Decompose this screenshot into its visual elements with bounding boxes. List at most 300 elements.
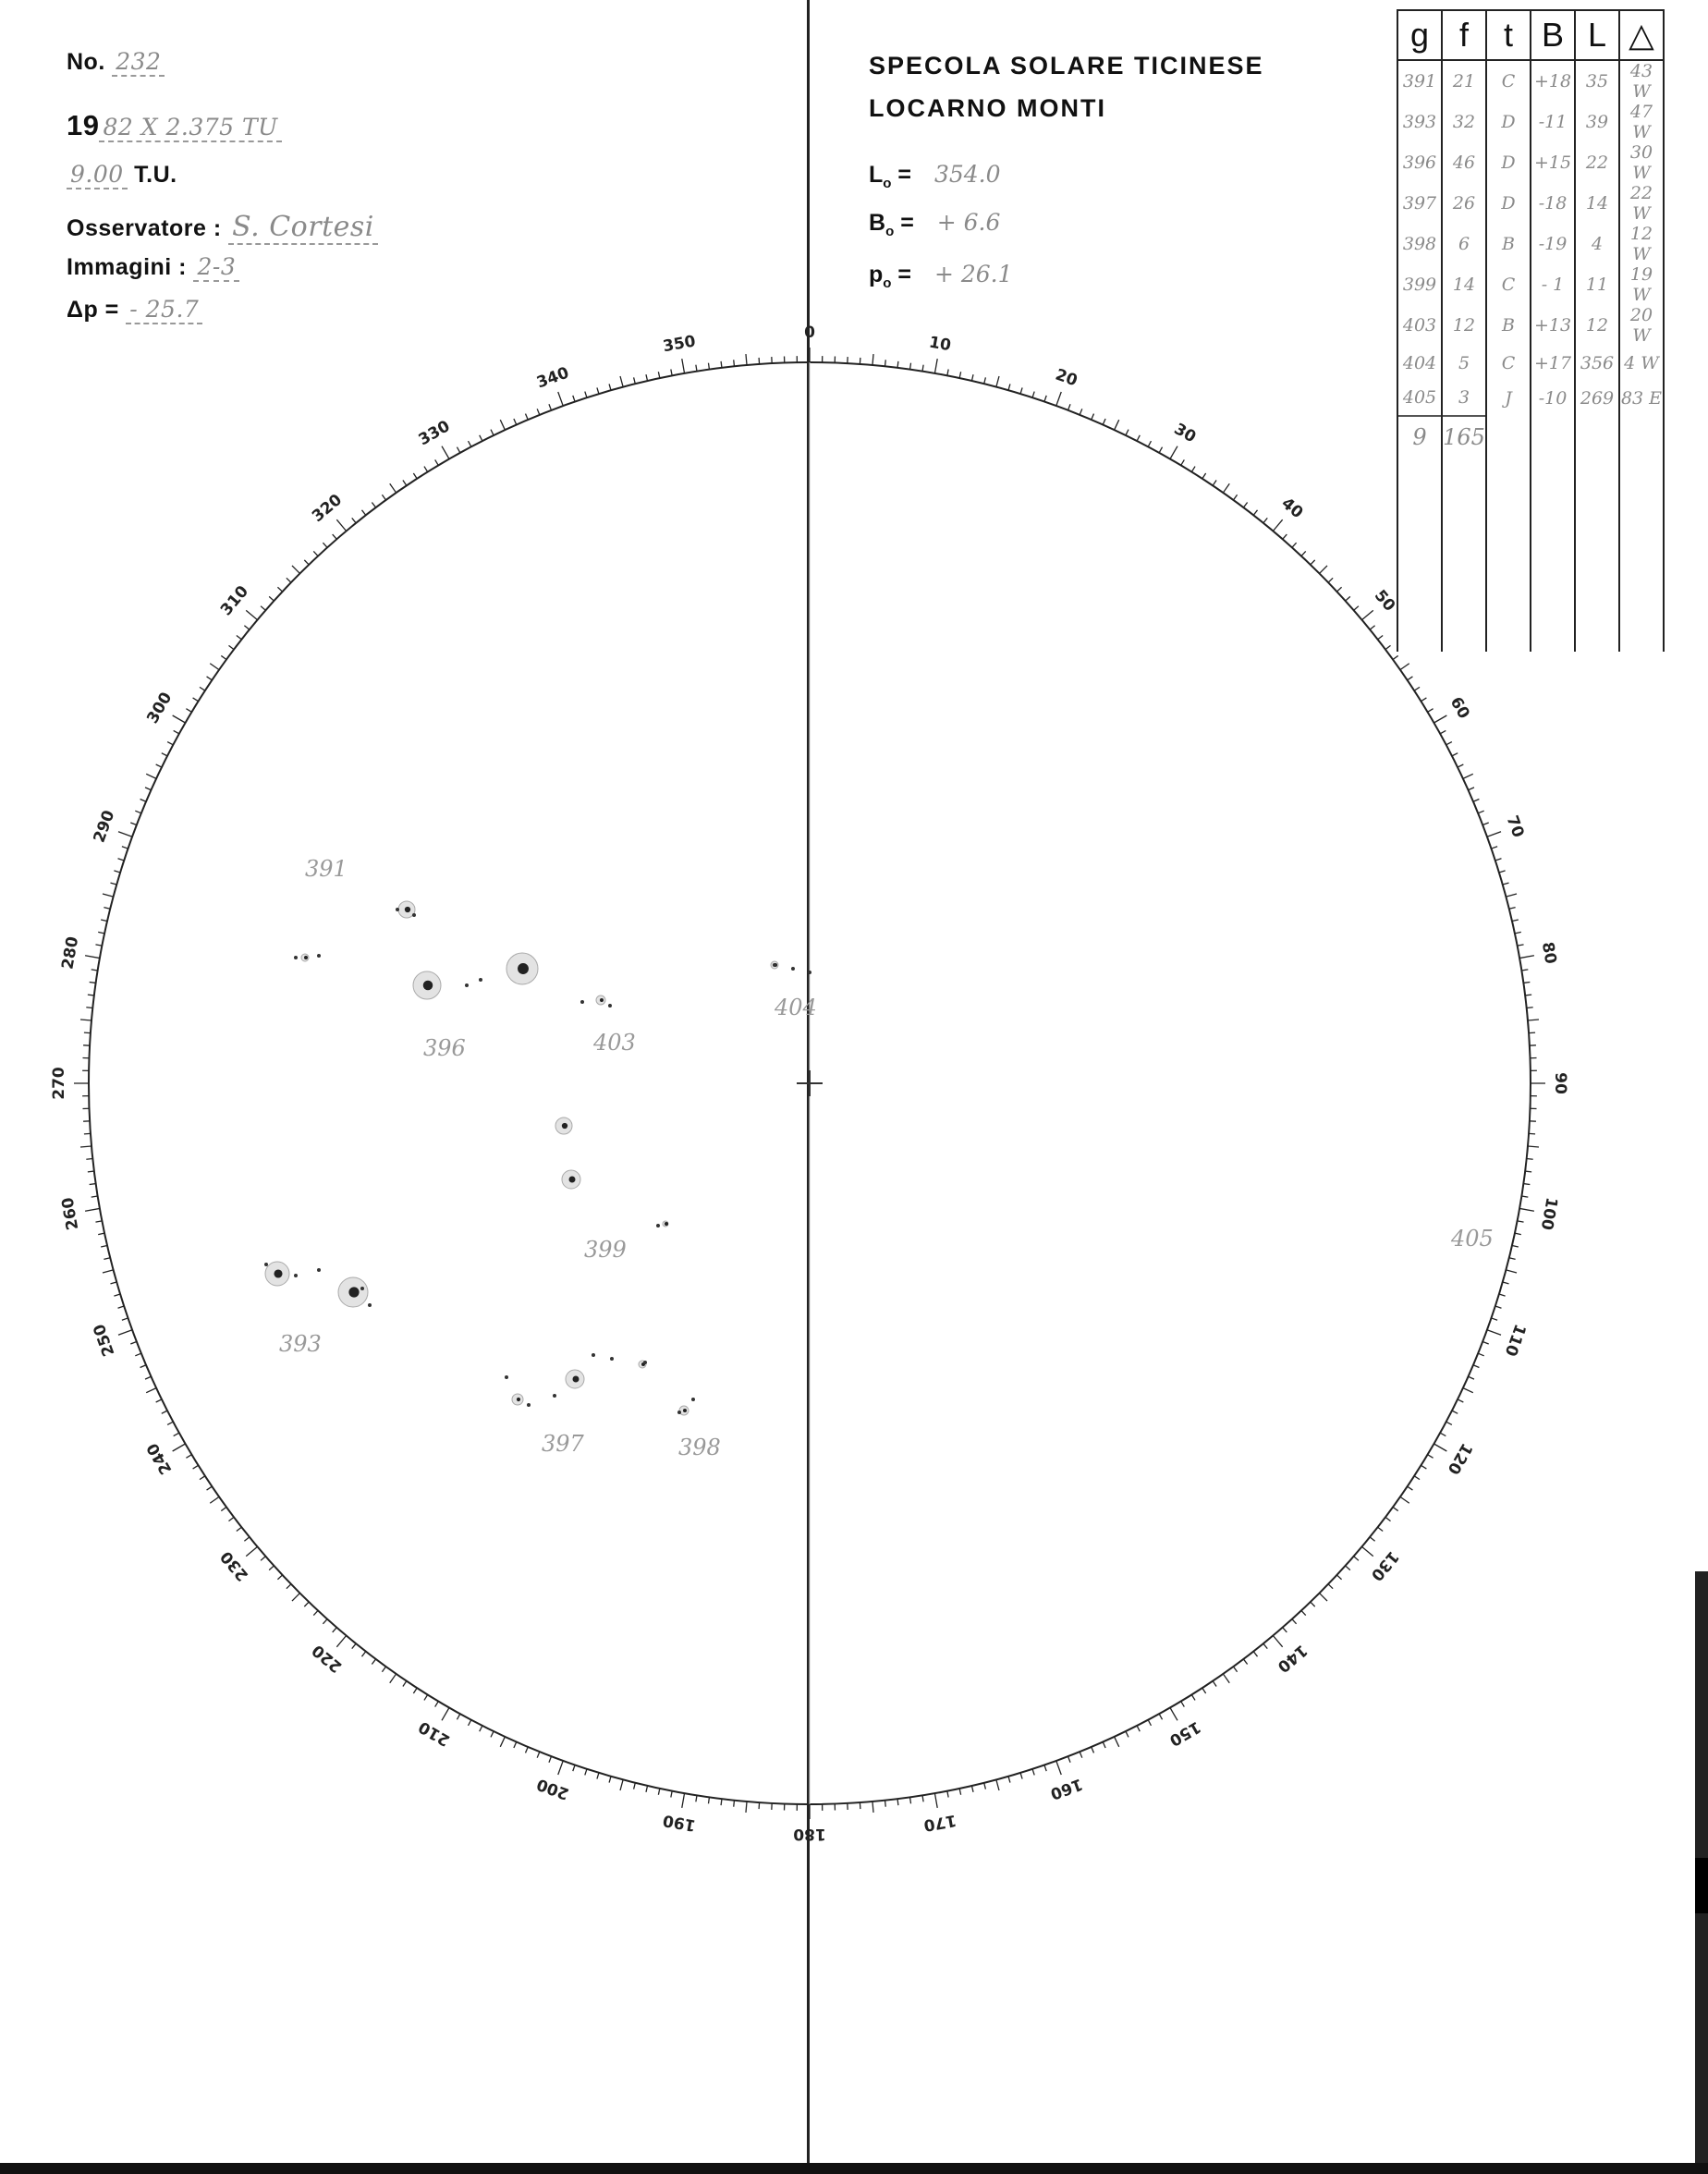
tick-label: 260 (58, 1195, 83, 1232)
limb-tick (1103, 1742, 1105, 1748)
limb-tick (1503, 1282, 1509, 1284)
limb-tick (1103, 419, 1105, 424)
limb-tick (167, 742, 173, 745)
table-cell: 20 W (1619, 305, 1664, 346)
limb-tick (491, 430, 494, 435)
limb-tick (118, 832, 132, 837)
group-label-405: 405 (1451, 1226, 1494, 1252)
B0-value: + 6.6 (936, 209, 1001, 236)
sunspot-dot (479, 978, 482, 982)
limb-tick (336, 1636, 346, 1647)
limb-tick (558, 392, 563, 406)
sunspot-dot (264, 1263, 268, 1266)
p0-value: + 26.1 (933, 261, 1013, 287)
institution-location: LOCARNO MONTI (869, 94, 1106, 122)
limb-tick (734, 1801, 735, 1807)
limb-tick (186, 1455, 191, 1459)
limb-tick (1458, 1399, 1463, 1402)
limb-tick (1181, 459, 1185, 465)
limb-tick (910, 1797, 911, 1803)
limb-tick (382, 495, 385, 500)
limb-tick (671, 369, 672, 375)
sunspot-dot (592, 1353, 595, 1357)
limb-tick (573, 396, 575, 402)
limb-tick (1263, 518, 1267, 522)
limb-tick (1068, 404, 1071, 410)
p0-subscript: o (883, 275, 892, 291)
observer-value: S. Cortesi (228, 211, 378, 245)
limb-tick (609, 384, 611, 390)
limb-tick (135, 1353, 140, 1356)
limb-tick (336, 519, 346, 531)
sunspot-dot (677, 1411, 681, 1414)
limb-tick (442, 446, 449, 459)
limb-tick (457, 447, 459, 453)
limb-tick (1469, 1376, 1474, 1379)
table-cell: 6 (1442, 224, 1486, 264)
limb-tick (1253, 510, 1257, 516)
group-label-397: 397 (542, 1431, 584, 1457)
limb-tick (549, 1756, 552, 1763)
limb-tick (634, 377, 636, 384)
sunspot-dot (808, 971, 811, 974)
limb-tick (98, 1233, 104, 1234)
limb-tick (1191, 1694, 1195, 1700)
limb-tick (352, 1643, 356, 1648)
limb-tick (1020, 1773, 1022, 1779)
limb-tick (1519, 956, 1534, 959)
table-cell: -18 (1531, 183, 1575, 224)
tick-label: 50 (1370, 586, 1399, 616)
limb-tick (80, 1146, 92, 1147)
limb-tick (620, 376, 623, 387)
limb-tick (1328, 1584, 1333, 1589)
table-cell: 32 (1442, 102, 1486, 142)
limb-tick (1159, 447, 1162, 453)
limb-tick (947, 1791, 948, 1798)
table-cell: 12 W (1619, 224, 1664, 264)
limb-tick (261, 1557, 265, 1561)
limb-tick (746, 1801, 747, 1813)
limb-tick (1393, 1507, 1398, 1510)
limb-tick (1434, 1444, 1446, 1451)
group-label-399: 399 (584, 1237, 627, 1263)
limb-tick (130, 1342, 137, 1345)
sunspot-umbra (562, 1123, 567, 1129)
institution-name: SPECOLA SOLARE TICINESE (869, 52, 1264, 79)
tick-label: 180 (793, 1825, 826, 1843)
limb-tick (424, 1694, 428, 1700)
limb-tick (435, 459, 439, 465)
sunspot-dot (773, 963, 776, 967)
table-cell: C (1486, 264, 1531, 305)
limb-tick (480, 1726, 482, 1731)
limb-tick (1440, 1433, 1446, 1435)
limb-tick (261, 606, 265, 611)
table-cell: +13 (1531, 305, 1575, 346)
col-B: B (1531, 10, 1575, 60)
limb-tick (885, 1801, 886, 1807)
limb-tick (708, 1797, 709, 1803)
tick-label: 320 (309, 490, 347, 527)
group-label-391: 391 (305, 856, 348, 882)
limb-tick (173, 715, 186, 723)
limb-tick (609, 1777, 611, 1783)
sunspot-dot (465, 983, 469, 987)
limb-tick (1202, 473, 1206, 479)
limb-tick (1148, 1720, 1151, 1726)
limb-tick (269, 1566, 274, 1570)
limb-tick (959, 1789, 960, 1795)
limb-tick (313, 1610, 318, 1615)
sunspot-dot (360, 1287, 364, 1290)
tick-label: 30 (1170, 420, 1200, 447)
limb-tick (1509, 908, 1516, 910)
delta-p-label: Δp = (67, 297, 119, 323)
table-cell: 403 (1397, 305, 1442, 346)
limb-tick (1126, 1731, 1128, 1737)
limb-tick (1408, 1486, 1413, 1490)
limb-tick (193, 698, 199, 702)
table-cell: 46 (1442, 142, 1486, 183)
limb-tick (118, 1330, 132, 1335)
limb-tick (1301, 551, 1306, 556)
limb-tick (173, 1444, 186, 1451)
tick-label: 200 (534, 1774, 572, 1803)
limb-tick (1487, 1330, 1501, 1335)
limb-tick (1233, 1667, 1237, 1672)
table-cell: C (1486, 60, 1531, 102)
limb-tick (86, 1159, 92, 1160)
limb-tick (246, 1546, 257, 1556)
limb-tick (1469, 788, 1474, 790)
limb-tick (1320, 1594, 1327, 1601)
limb-tick (167, 1422, 173, 1424)
table-cell: +15 (1531, 142, 1575, 183)
limb-tick (1263, 1643, 1267, 1648)
tick-label: 280 (58, 934, 83, 971)
limb-tick (1056, 1761, 1061, 1775)
limb-tick (1492, 847, 1498, 849)
limb-tick (1115, 1737, 1119, 1747)
limb-tick (934, 359, 937, 373)
limb-tick (1487, 832, 1501, 837)
limb-tick (1159, 1714, 1162, 1719)
limb-tick (244, 1537, 249, 1541)
limb-tick (922, 1795, 923, 1801)
limb-tick (897, 361, 898, 368)
limb-tick (95, 945, 102, 946)
limb-tick (1393, 655, 1398, 659)
limb-tick (146, 774, 156, 778)
scan-edge-mark (1695, 1858, 1708, 1913)
limb-tick (424, 467, 428, 472)
limb-tick (361, 510, 365, 516)
limb-tick (110, 883, 116, 885)
sunspot-dot (791, 967, 795, 971)
sunspot-dot (643, 1361, 647, 1364)
tick-label: 210 (415, 1716, 454, 1750)
limb-tick (114, 1294, 120, 1296)
limb-tick (1044, 1765, 1046, 1772)
limb-tick (313, 551, 318, 556)
limb-tick (95, 1221, 102, 1222)
tick-label: 170 (921, 1810, 958, 1835)
limb-tick (1518, 1221, 1524, 1222)
table-cell: 5 (1442, 346, 1486, 381)
limb-tick (910, 363, 911, 370)
limb-tick (537, 409, 540, 414)
limb-tick (1463, 1388, 1473, 1393)
sunspot-umbra (569, 1177, 576, 1183)
limb-tick (110, 1282, 116, 1284)
limb-tick (558, 1761, 563, 1775)
limb-tick (1170, 1707, 1177, 1720)
sunspot-dot (396, 908, 399, 911)
B0-equals: = (900, 210, 914, 236)
limb-tick (514, 419, 517, 424)
limb-tick (210, 664, 219, 670)
limb-tick (1528, 1146, 1539, 1147)
sunspot-umbra (274, 1269, 282, 1277)
B0-subscript: o (885, 224, 895, 239)
limb-tick (221, 655, 226, 659)
limb-tick (372, 502, 375, 507)
table-cell: 47 W (1619, 102, 1664, 142)
limb-tick (1378, 635, 1384, 639)
limb-tick (682, 359, 685, 373)
table-cell: 397 (1397, 183, 1442, 224)
limb-tick (287, 578, 291, 582)
table-cell: 4 W (1619, 346, 1664, 381)
limb-tick (156, 764, 162, 767)
limb-tick (1181, 1702, 1185, 1707)
limb-tick (237, 1527, 242, 1531)
limb-tick (1478, 1353, 1483, 1356)
limb-tick (88, 1171, 94, 1172)
limb-tick (996, 1779, 999, 1790)
limb-tick (1346, 1566, 1350, 1570)
limb-tick (959, 372, 960, 378)
sunspot-umbra (304, 956, 308, 959)
table-cell: C (1486, 346, 1531, 381)
tick-label: 190 (661, 1810, 698, 1835)
sunspot-umbra (600, 998, 604, 1002)
scan-bottom-edge (0, 2163, 1708, 2174)
limb-tick (145, 788, 151, 790)
limb-tick (1492, 1318, 1498, 1320)
table-cell: -11 (1531, 102, 1575, 142)
date-value: 82 X 2.375 TU (99, 114, 281, 142)
limb-tick (1056, 392, 1061, 406)
tick-label: 340 (534, 363, 572, 393)
sunspot-dot (691, 1398, 695, 1401)
limb-tick (390, 1674, 396, 1683)
limb-tick (721, 1799, 722, 1805)
limb-tick (1137, 1726, 1140, 1731)
limb-tick (244, 626, 249, 629)
sunspot-umbra (518, 963, 529, 974)
limb-tick (1408, 677, 1413, 680)
col-delta: △ (1619, 10, 1664, 60)
limb-tick (403, 1681, 407, 1687)
limb-tick (1126, 430, 1128, 435)
limb-tick (228, 645, 234, 649)
limb-tick (1414, 1476, 1420, 1480)
tick-label: 290 (90, 808, 119, 846)
table-cell: 3 (1442, 381, 1486, 417)
limb-tick (984, 377, 986, 384)
limb-tick (304, 1602, 309, 1606)
L0-equals: = (897, 162, 912, 188)
limb-tick (1515, 932, 1521, 933)
limb-tick (1523, 982, 1530, 983)
limb-tick (1223, 483, 1229, 493)
limb-tick (480, 435, 482, 441)
table-cell: 4 (1575, 224, 1619, 264)
limb-tick (186, 709, 191, 713)
limb-tick (101, 1245, 107, 1247)
table-cell: +18 (1531, 60, 1575, 102)
limb-tick (1499, 1294, 1506, 1296)
limb-tick (174, 730, 179, 733)
limb-tick (1473, 799, 1479, 801)
sunspot-dot (505, 1375, 508, 1379)
limb-tick (90, 982, 96, 983)
limb-tick (1506, 1270, 1517, 1273)
limb-tick (872, 354, 873, 365)
limb-tick (114, 871, 120, 873)
limb-tick (277, 587, 282, 592)
limb-tick (210, 1496, 219, 1503)
sunspot-dot (610, 1357, 614, 1361)
limb-tick (1495, 1306, 1502, 1308)
L0-value: 354.0 (933, 161, 1001, 188)
limb-tick (1434, 715, 1446, 723)
table-cell: 22 W (1619, 183, 1664, 224)
table-cell: 19 W (1619, 264, 1664, 305)
limb-tick (200, 1476, 205, 1480)
tick-label: 110 (1500, 1321, 1530, 1359)
group-label-404: 404 (775, 995, 817, 1020)
limb-tick (1283, 1628, 1287, 1632)
limb-tick (1292, 543, 1297, 547)
table-cell: 21 (1442, 60, 1486, 102)
limb-tick (200, 687, 205, 690)
limb-tick (228, 1517, 234, 1521)
limb-tick (971, 1786, 973, 1792)
limb-tick (135, 811, 140, 813)
limb-tick (1446, 1422, 1452, 1424)
table-cell: 12 (1442, 305, 1486, 346)
limb-tick (872, 1801, 873, 1813)
limb-tick (92, 970, 98, 971)
tick-label: 310 (216, 582, 253, 620)
limb-tick (1440, 730, 1446, 733)
limb-tick (1044, 396, 1046, 402)
tick-label: 40 (1277, 494, 1307, 523)
limb-tick (1008, 384, 1010, 390)
table-cell: 405 (1397, 381, 1442, 417)
col-t: t (1486, 10, 1531, 60)
tick-label: 0 (804, 324, 815, 342)
limb-tick (573, 1765, 575, 1772)
limb-tick (1519, 1208, 1534, 1211)
limb-tick (435, 1702, 439, 1707)
limb-tick (442, 1707, 449, 1720)
col-f: f (1442, 10, 1486, 60)
limb-tick (1137, 435, 1140, 441)
limb-tick (413, 473, 417, 479)
limb-tick (922, 365, 923, 372)
limb-tick (457, 1714, 459, 1719)
limb-tick (585, 1769, 587, 1776)
tick-label: 120 (1443, 1439, 1476, 1478)
limb-tick (1354, 606, 1359, 611)
limb-tick (746, 354, 747, 365)
limb-tick (885, 360, 886, 366)
limb-tick (1311, 560, 1315, 565)
limb-tick (469, 1720, 471, 1726)
limb-tick (1370, 626, 1374, 629)
table-cell: 30 W (1619, 142, 1664, 183)
limb-tick (1008, 1777, 1010, 1783)
table-cell: +17 (1531, 346, 1575, 381)
limb-tick (1301, 1610, 1306, 1615)
limb-tick (292, 566, 299, 573)
limb-tick (1292, 1619, 1297, 1624)
tick-label: 140 (1273, 1640, 1311, 1677)
limb-tick (90, 1184, 96, 1185)
B0-label: B (869, 210, 886, 236)
limb-tick (585, 392, 587, 398)
limb-tick (682, 1793, 685, 1808)
limb-tick (671, 1791, 672, 1798)
sunspot-dot (317, 1268, 321, 1272)
table-cell: 391 (1397, 60, 1442, 102)
limb-tick (984, 1783, 986, 1789)
tick-label: 300 (143, 689, 177, 727)
limb-tick (721, 361, 722, 368)
limb-tick (500, 1737, 505, 1747)
limb-tick (1385, 1517, 1391, 1521)
limb-tick (145, 1376, 151, 1379)
L0-label: L (869, 162, 884, 188)
limb-tick (1115, 420, 1119, 430)
limb-tick (469, 441, 471, 446)
limb-tick (1362, 610, 1373, 619)
limb-tick (193, 1465, 199, 1469)
limb-tick (971, 374, 973, 381)
limb-tick (1283, 534, 1287, 539)
limb-tick (403, 481, 407, 486)
tick-label: 130 (1366, 1546, 1403, 1584)
limb-tick (1458, 764, 1463, 767)
sunspot-dot (412, 913, 416, 917)
limb-tick (646, 374, 648, 381)
limb-tick (500, 420, 505, 430)
limb-tick (104, 1258, 110, 1260)
limb-tick (1512, 920, 1519, 922)
tick-label: 20 (1053, 365, 1080, 391)
limb-tick (658, 372, 659, 378)
limb-tick (537, 1752, 540, 1757)
tick-label: 220 (309, 1640, 347, 1677)
limb-tick (1518, 945, 1524, 946)
limb-tick (1478, 811, 1483, 813)
limb-tick (1463, 774, 1473, 778)
limb-tick (1032, 392, 1034, 398)
